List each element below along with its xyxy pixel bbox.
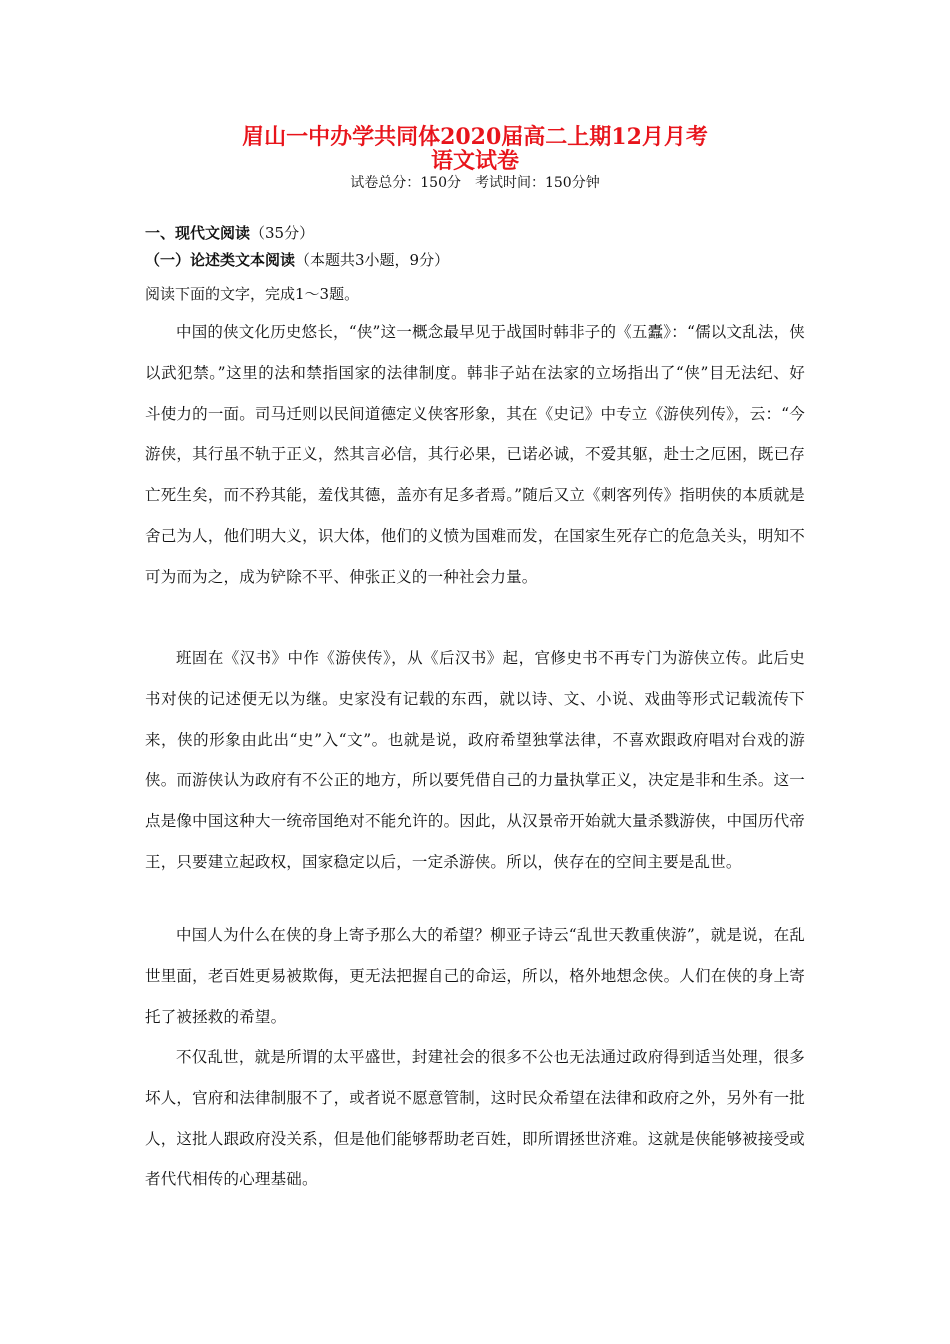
article-paragraph: 中国人为什么在侠的身上寄予那么大的希望？柳亚子诗云“乱世天教重侠游”，就是说，在乱世里面，老百姓更易被欺侮，更无法把握自己的命运，所以，格外地想念侠。人们在侠的身上寄托了被拯救的希望。 — [145, 926, 805, 1026]
article-paragraph: 不仅乱世，就是所谓的太平盛世，封建社会的很多不公也无法通过政府得到适当处理，很多坏人，官府和法律制服不了，或者说不愿意管制，这时民众希望在法律和政府之外，另外有一批人，这批人跟政府没关系，但是他们能够帮助老百姓，即所谓拯世济难。这就是侠能够被接受或者代代相传的心理基础。 — [145, 1048, 805, 1189]
section-title: 一、现代文阅读 — [145, 224, 251, 242]
exam-meta: 试卷总分：150分 考试时间：150分钟 — [350, 175, 600, 191]
article-paragraph: 中国的侠文化历史悠长，“侠”这一概念最早见于战国时韩非子的《五蠹》：“儒以文乱法，侠以武犯禁。”这里的法和禁指国家的法律制度。韩非子站在法家的立场指出了“侠”目无法纪、好斗使力的一面。司马迁则以民间道德定义侠客形象，其在《史记》中专立《游侠列传》，云：“今游侠，其行虽不轨于正义，然其言必信，其行必果，已诺必诚，不爱其躯，赴士之厄困，既已存亡死生矣，而不矜其能，羞伐其德，盖亦有足多者焉。”随后又立《刺客列传》指明侠的本质就是舍己为人，他们明大义，识大体，他们的义愤为国难而发，在国家生死存亡的危急关头，明知不可为而为之，成为铲除不平、伸张正义的一种社会力量。 — [145, 323, 805, 586]
subsection-heading — [145, 249, 449, 271]
subsection-note: （本题共3小题，9分） — [295, 251, 450, 269]
article-paragraph: 班固在《汉书》中作《游侠传》，从《后汉书》起，官修史书不再专门为游侠立传。此后史书对侠的记述便无以为继。史家没有记载的东西，就以诗、文、小说、戏曲等形式记载流传下来，侠的形象由此出“史”入“文”。也就是说，政府希望独掌法律，不喜欢跟政府唱对台戏的游侠。而游侠认为政府有不公正的地方，所以要凭借自己的力量执掌正义，决定是非和生杀。这一点是像中国这种大一统帝国绝对不能允许的。因此，从汉景帝开始就大量杀戮游侠，中国历代帝王，只要建立起政权，国家稳定以后，一定杀游侠。所以，侠存在的空间主要是乱世。 — [145, 649, 805, 871]
section-score: （35分） — [250, 224, 315, 242]
exam-title: 眉山一中办学共同体2020届高二上期12月月考 — [242, 124, 708, 150]
exam-subject-title: 语文试卷 — [430, 148, 519, 174]
instruction-text: 阅读下面的文字，完成1～3题。 — [145, 285, 360, 303]
subsection-title: （一）论述类文本阅读 — [145, 251, 296, 269]
section-heading — [145, 222, 314, 244]
